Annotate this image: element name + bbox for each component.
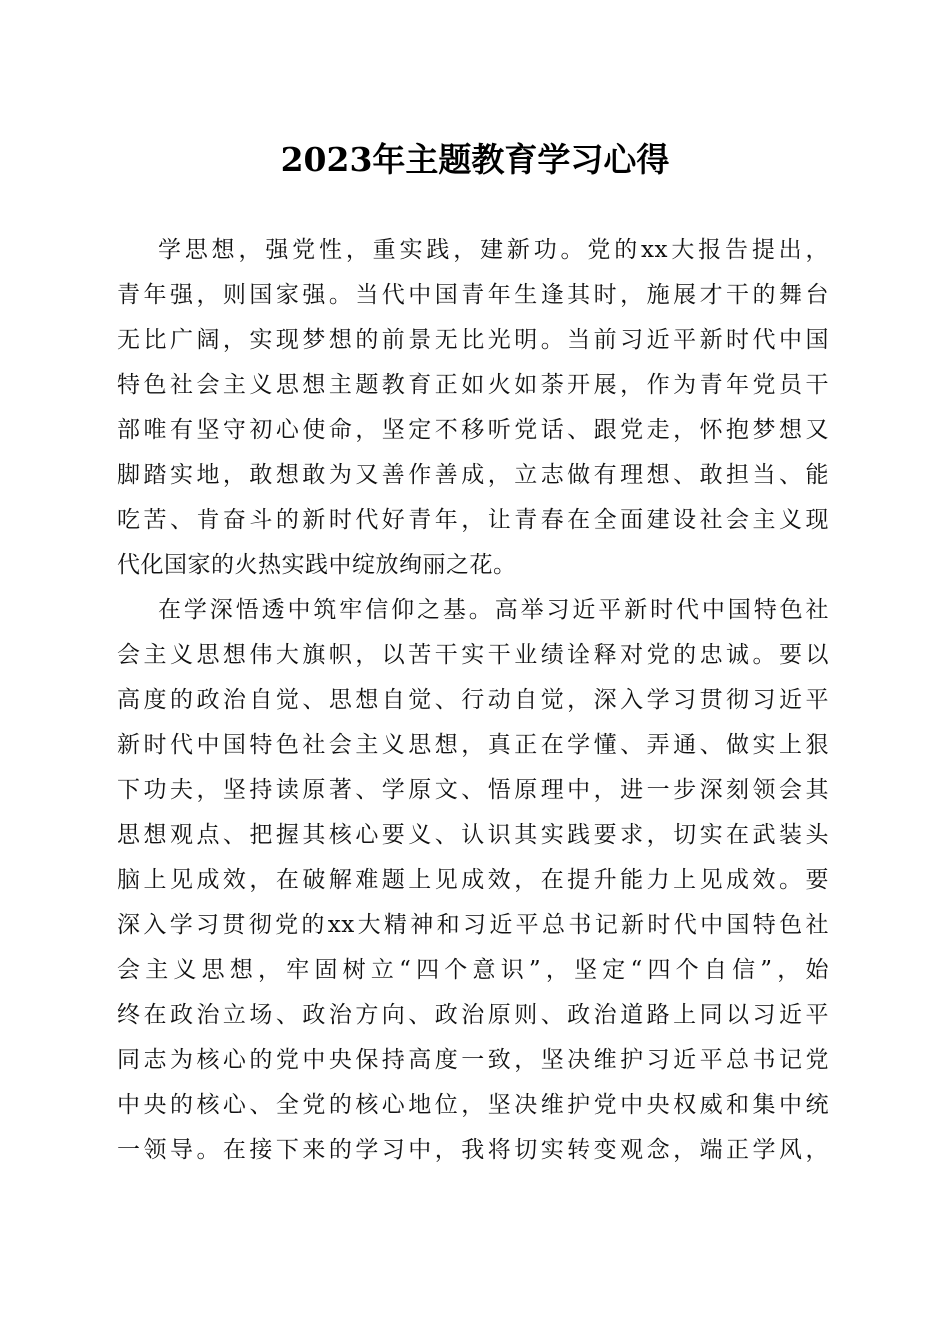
paragraph-2-line-6: 思想观点、把握其核心要义、认识其实践要求，切实在武装头	[117, 822, 829, 848]
paragraph-1-line-7: 吃苦、肯奋斗的新时代好青年，让青春在全面建设社会主义现	[117, 507, 829, 533]
paragraph-2-line-5: 下功夫，坚持读原著、学原文、悟原理中，进一步深刻领会其	[117, 777, 829, 803]
paragraph-2-line-7: 脑上见成效，在破解难题上见成效，在提升能力上见成效。要	[117, 867, 829, 893]
paragraph-2-line-3: 高度的政治自觉、思想自觉、行动自觉，深入学习贯彻习近平	[117, 687, 829, 713]
paragraph-2-line-10: 终在政治立场、政治方向、政治原则、政治道路上同以习近平	[117, 1002, 829, 1028]
paragraph-2-line-12: 中央的核心、全党的核心地位，坚决维护党中央权威和集中统	[117, 1092, 829, 1118]
paragraph-2-line-9: 会主义思想，牢固树立“四个意识”，坚定“四个自信”，始	[117, 957, 829, 983]
paragraph-1-line-2: 青年强，则国家强。当代中国青年生逢其时，施展才干的舞台	[117, 282, 829, 308]
paragraph-1-line-1: 学思想，强党性，重实践，建新功。党的xx大报告提出，	[158, 237, 829, 263]
document-title: 2023年主题教育学习心得	[280, 140, 670, 179]
paragraph-2-line-1: 在学深悟透中筑牢信仰之基。高举习近平新时代中国特色社	[158, 597, 829, 623]
paragraph-1-line-4: 特色社会主义思想主题教育正如火如荼开展，作为青年党员干	[117, 372, 829, 398]
paragraph-2-line-13: 一领导。在接下来的学习中，我将切实转变观念，端正学风，	[117, 1137, 829, 1163]
paragraph-2-line-11: 同志为核心的党中央保持高度一致，坚决维护习近平总书记党	[117, 1047, 829, 1073]
paragraph-1-line-8: 代化国家的火热实践中绽放绚丽之花。	[117, 552, 517, 578]
paragraph-2-line-2: 会主义思想伟大旗帜，以苦干实干业绩诠释对党的忠诚。要以	[117, 642, 829, 668]
paragraph-1-line-5: 部唯有坚守初心使命，坚定不移听党话、跟党走，怀抱梦想又	[117, 417, 829, 443]
paragraph-2-line-8: 深入学习贯彻党的xx大精神和习近平总书记新时代中国特色社	[117, 912, 829, 938]
paragraph-2-line-4: 新时代中国特色社会主义思想，真正在学懂、弄通、做实上狠	[117, 732, 829, 758]
paragraph-1-line-6: 脚踏实地，敢想敢为又善作善成，立志做有理想、敢担当、能	[117, 462, 829, 488]
paragraph-1-line-3: 无比广阔，实现梦想的前景无比光明。当前习近平新时代中国	[117, 327, 829, 353]
